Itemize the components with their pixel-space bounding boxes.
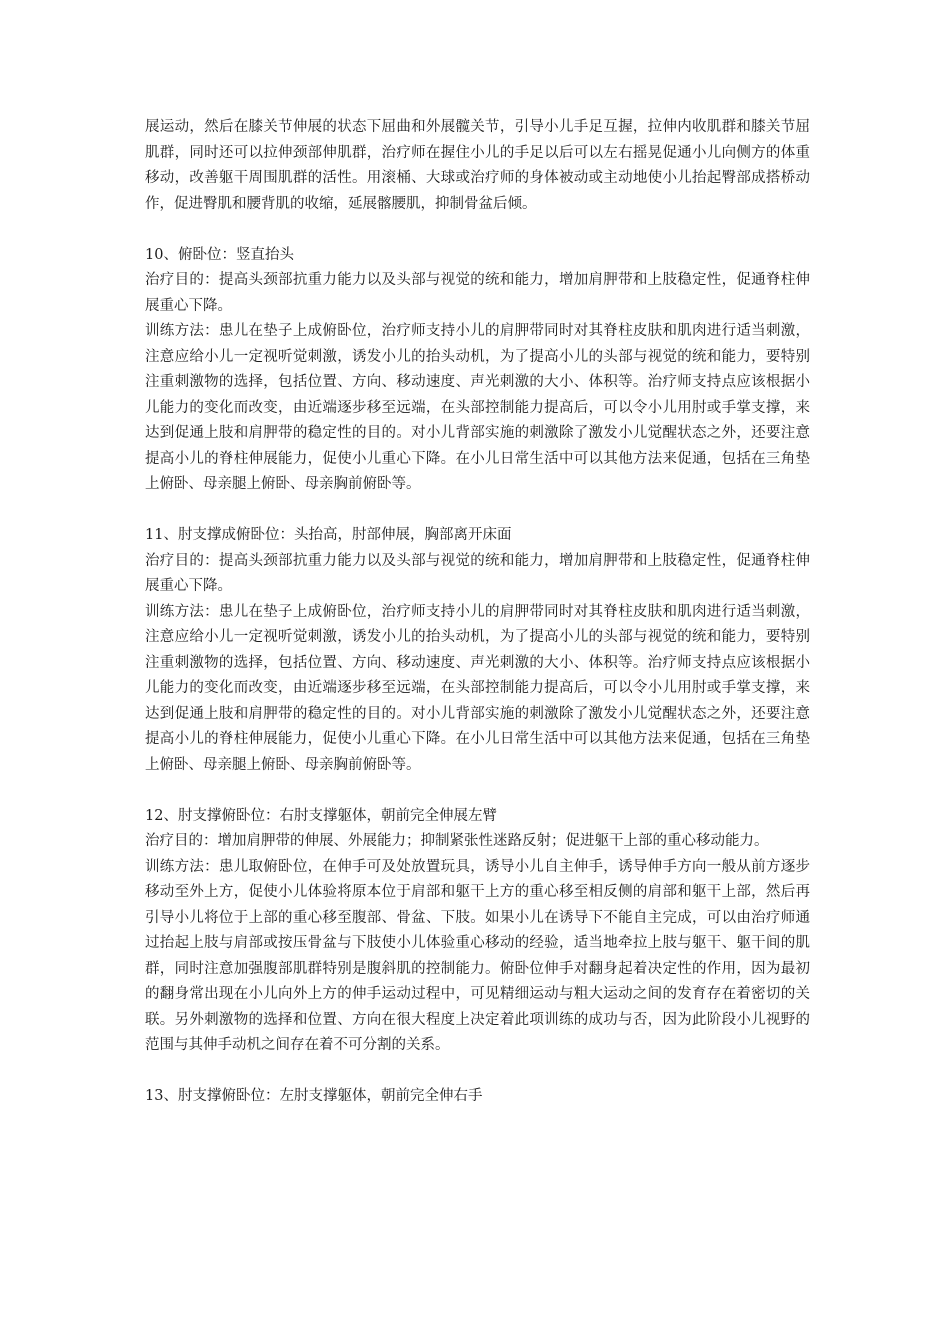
document-page <box>145 115 810 1110</box>
training-method: 训练方法：患儿取俯卧位，在伸手可及处放置玩具，诱导小儿自主伸手，诱导伸手方向一般从前方逐步移动至外上方，促使小儿体验将原本位于肩部和躯干上方的重心移至相反侧的肩部和躯干上部，然后再引导小儿将位于上部的重心移至腹部、骨盆、下肢。如果小儿在诱导下不能自主完成，可以由治疗师通过抬起上肢与肩部或按压骨盆与下肢使小儿体验重心移动的经验，适当地牵拉上肢与躯干、躯干间的肌群，同时注意加强腹部肌群特别是腹斜肌的控制能力。俯卧位伸手对翻身起着决定性的作用，因为最初的翻身常出现在小儿向外上方的伸手运动过程中，可见精细运动与粗大运动之间的发育存在着密切的关联。另外刺激物的选择和位置、方向在很大程度上决定着此项训练的成功与否，因为此阶段小儿视野的范围与其伸手动机之间存在着不可分割的关系。 <box>145 858 810 1053</box>
paragraph-gap <box>145 1059 810 1085</box>
paragraph-gap <box>145 217 810 243</box>
section-heading: 12、肘支撑俯卧位：右肘支撑躯体，朝前完全伸展左臂 <box>145 807 497 824</box>
section-13 <box>145 1084 810 1110</box>
section-11 <box>145 523 810 778</box>
training-method: 训练方法：患儿在垫子上成俯卧位，治疗师支持小儿的肩胛带同时对其脊柱皮肤和肌肉进行适当刺激，注意应给小儿一定视听觉刺激，诱发小儿的抬头动机，为了提高小儿的头部与视觉的统和能力，要特别注重刺激物的选择，包括位置、方向、移动速度、声光刺激的大小、体积等。治疗师支持点应该根据小儿能力的变化而改变，由近端逐步移至远端，在头部控制能力提高后，可以令小儿用肘或手掌支撑，来达到促通上肢和肩胛带的稳定性的目的。对小儿背部实施的刺激除了激发小儿觉醒状态之外，还要注意提高小儿的脊柱伸展能力，促使小儿重心下降。在小儿日常生活中可以其他方法来促通，包括在三角垫上俯卧、母亲腿上俯卧、母亲胸前俯卧等。 <box>145 603 810 773</box>
section-heading: 13、肘支撑俯卧位：左肘支撑躯体，朝前完全伸右手 <box>145 1088 483 1104</box>
intro-paragraph: 展运动，然后在膝关节伸展的状态下屈曲和外展髋关节，引导小儿手足互握，拉伸内收肌群和膝关节屈肌群，同时还可以拉伸颈部伸肌群，治疗师在握住小儿的手足以后可以左右摇晃促通小儿向侧方的体重移动，改善躯干周围肌群的活性。用滚桶、大球或治疗师的身体被动或主动地使小儿抬起臀部成搭桥动作，促进臀肌和腰背肌的收缩，延展髂腰肌，抑制骨盆后倾。 <box>145 119 810 212</box>
section-10 <box>145 243 810 498</box>
section-heading: 11、肘支撑成俯卧位：头抬高，肘部伸展，胸部离开床面 <box>145 527 512 543</box>
treatment-goal: 治疗目的：提高头颈部抗重力能力以及头部与视觉的统和能力，增加肩胛带和上肢稳定性，促通脊柱伸展重心下降。 <box>145 552 810 594</box>
training-method: 训练方法：患儿在垫子上成俯卧位，治疗师支持小儿的肩胛带同时对其脊柱皮肤和肌肉进行适当刺激，注意应给小儿一定视听觉刺激，诱发小儿的抬头动机，为了提高小儿的头部与视觉的统和能力，要特别注重刺激物的选择，包括位置、方向、移动速度、声光刺激的大小、体积等。治疗师支持点应该根据小儿能力的变化而改变，由近端逐步移至远端，在头部控制能力提高后，可以令小儿用肘或手掌支撑，来达到促通上肢和肩胛带的稳定性的目的。对小儿背部实施的刺激除了激发小儿觉醒状态之外，还要注意提高小儿的脊柱伸展能力，促使小儿重心下降。在小儿日常生活中可以其他方法来促通，包括在三角垫上俯卧、母亲腿上俯卧、母亲胸前俯卧等。 <box>145 323 810 492</box>
paragraph-gap <box>145 778 810 804</box>
section-heading: 10、俯卧位：竖直抬头 <box>145 246 294 263</box>
treatment-goal: 治疗目的：提高头颈部抗重力能力以及头部与视觉的统和能力，增加肩胛带和上肢稳定性，促通脊柱伸展重心下降。 <box>145 272 810 314</box>
paragraph-gap <box>145 498 810 524</box>
treatment-goal: 治疗目的：增加肩胛带的伸展、外展能力；抑制紧张性迷路反射；促进躯干上部的重心移动能力。 <box>145 833 769 849</box>
section-12 <box>145 804 810 1059</box>
